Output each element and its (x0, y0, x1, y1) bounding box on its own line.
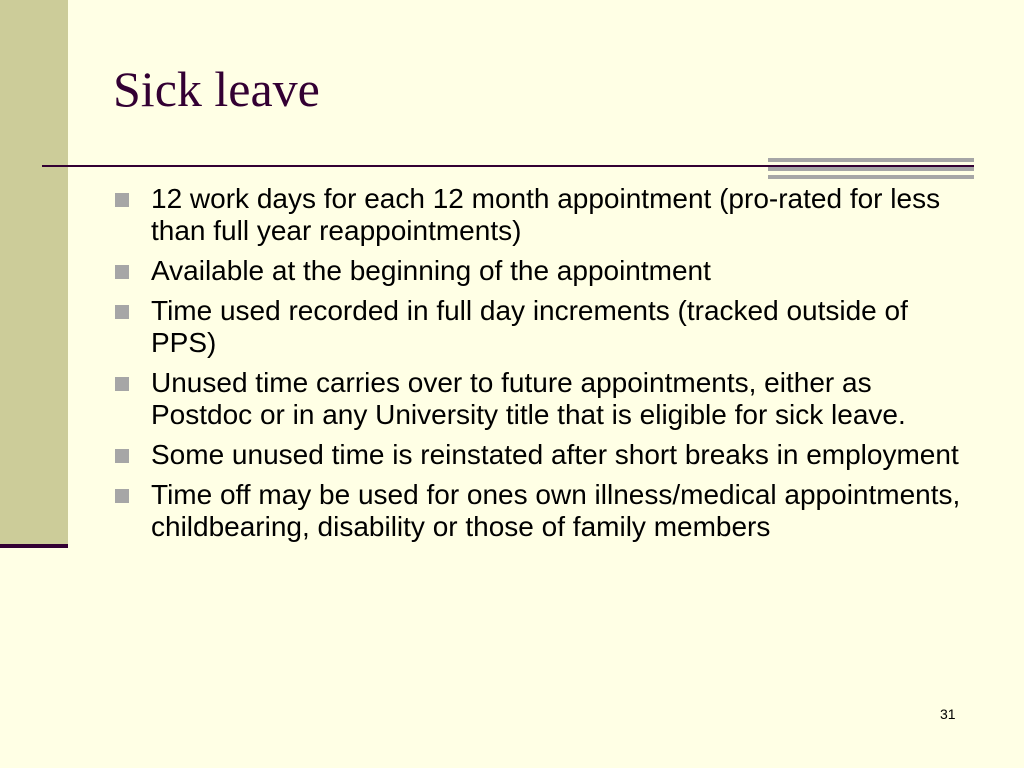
left-decorative-bar (0, 0, 68, 546)
bullet-text: Some unused time is reinstated after short breaks in employment (151, 439, 959, 470)
bullet-item (112, 367, 962, 431)
square-bullet-icon (115, 489, 129, 503)
square-bullet-icon (115, 449, 129, 463)
bullet-text: Available at the beginning of the appointment (151, 255, 711, 286)
accent-lines (768, 158, 974, 180)
square-bullet-icon (115, 193, 129, 207)
slide-title: Sick leave (113, 61, 320, 117)
bullet-item (112, 439, 962, 471)
bullet-item (112, 295, 962, 359)
bullet-text: Time off may be used for ones own illness/medical appointments, childbearing, disability or those of family members (151, 479, 961, 542)
bullet-list (112, 183, 962, 551)
bullet-text: 12 work days for each 12 month appointment (pro-rated for less than full year reappointments) (151, 183, 941, 246)
square-bullet-icon (115, 377, 129, 391)
left-bar-underline (0, 544, 68, 548)
bullet-text: Unused time carries over to future appointments, either as Postdoc or in any University title that is eligible for sick leave. (151, 367, 906, 430)
bullet-item (112, 479, 962, 543)
bullet-item (112, 183, 962, 247)
bullet-item (112, 255, 962, 287)
page-number: 31 (940, 706, 956, 722)
square-bullet-icon (115, 305, 129, 319)
square-bullet-icon (115, 265, 129, 279)
bullet-text: Time used recorded in full day increments (tracked outside of PPS) (151, 295, 908, 358)
